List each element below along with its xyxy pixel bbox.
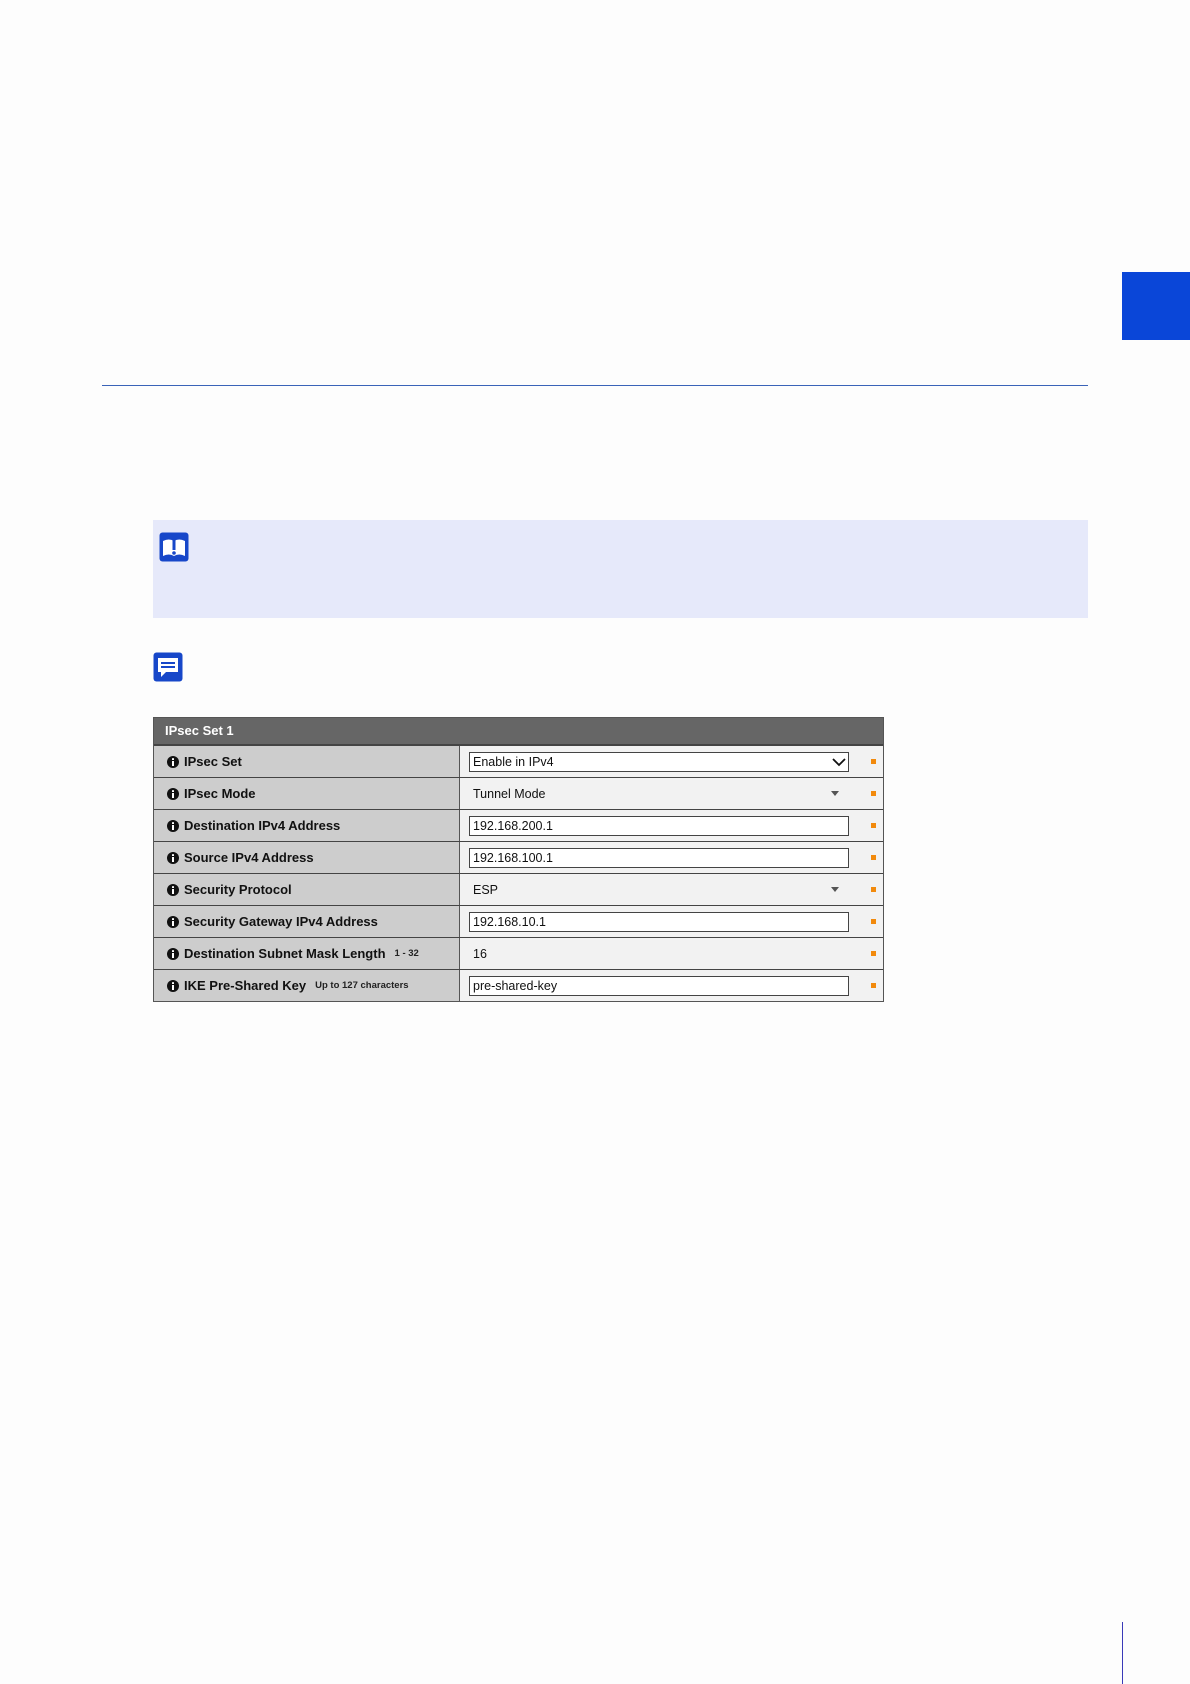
- info-icon[interactable]: [167, 980, 179, 992]
- section-divider: [102, 385, 1088, 386]
- setting-label: IKE Pre-Shared Key: [184, 978, 307, 993]
- required-marker: [871, 823, 876, 828]
- chevron-down-icon: [832, 757, 846, 767]
- setting-row-security-gateway: [154, 905, 883, 937]
- ipsec-settings-panel: [153, 717, 884, 1002]
- info-icon[interactable]: [167, 756, 179, 768]
- required-marker: [871, 919, 876, 924]
- info-icon[interactable]: [167, 852, 179, 864]
- setting-label: Source IPv4 Address: [184, 850, 314, 865]
- subnet-mask-value: 16: [473, 946, 487, 961]
- source-ipv4-input[interactable]: 192.168.100.1: [469, 848, 849, 868]
- panel-title: IPsec Set 1: [154, 718, 883, 745]
- security-protocol-select[interactable]: ESP: [469, 883, 849, 897]
- dropdown-arrow-icon: [831, 887, 839, 892]
- required-marker: [871, 951, 876, 956]
- required-marker: [871, 791, 876, 796]
- dropdown-arrow-icon: [831, 791, 839, 796]
- setting-label: Security Gateway IPv4 Address: [184, 914, 378, 929]
- setting-row-subnet-mask: [154, 937, 883, 969]
- required-marker: [871, 855, 876, 860]
- setting-row-pre-shared-key: [154, 969, 883, 1001]
- pre-shared-key-input[interactable]: pre-shared-key: [469, 976, 849, 996]
- page-number-rule: [1122, 1622, 1123, 1684]
- setting-label: IPsec Mode: [184, 786, 256, 801]
- important-callout: [153, 520, 1088, 618]
- important-book-icon: [159, 532, 189, 562]
- chapter-tab: [1122, 272, 1190, 340]
- setting-row-security-protocol: [154, 873, 883, 905]
- ipsec-mode-select[interactable]: Tunnel Mode: [469, 787, 849, 801]
- info-icon[interactable]: [167, 948, 179, 960]
- setting-label: Destination IPv4 Address: [184, 818, 341, 833]
- setting-label: Security Protocol: [184, 882, 292, 897]
- info-icon[interactable]: [167, 884, 179, 896]
- info-icon[interactable]: [167, 788, 179, 800]
- security-gateway-input[interactable]: 192.168.10.1: [469, 912, 849, 932]
- info-icon[interactable]: [167, 820, 179, 832]
- setting-row-ipsec-set: [154, 745, 883, 777]
- range-hint: 1 - 32: [394, 948, 419, 959]
- setting-row-destination-ipv4: [154, 809, 883, 841]
- note-memo-icon: [153, 652, 183, 682]
- required-marker: [871, 983, 876, 988]
- info-icon[interactable]: [167, 916, 179, 928]
- ipsec-set-select[interactable]: Enable in IPv4: [469, 752, 849, 772]
- setting-label: IPsec Set: [184, 754, 242, 769]
- setting-label: Destination Subnet Mask Length: [184, 946, 386, 961]
- setting-row-source-ipv4: [154, 841, 883, 873]
- length-hint: Up to 127 characters: [315, 980, 409, 991]
- destination-ipv4-input[interactable]: 192.168.200.1: [469, 816, 849, 836]
- setting-row-ipsec-mode: [154, 777, 883, 809]
- required-marker: [871, 759, 876, 764]
- required-marker: [871, 887, 876, 892]
